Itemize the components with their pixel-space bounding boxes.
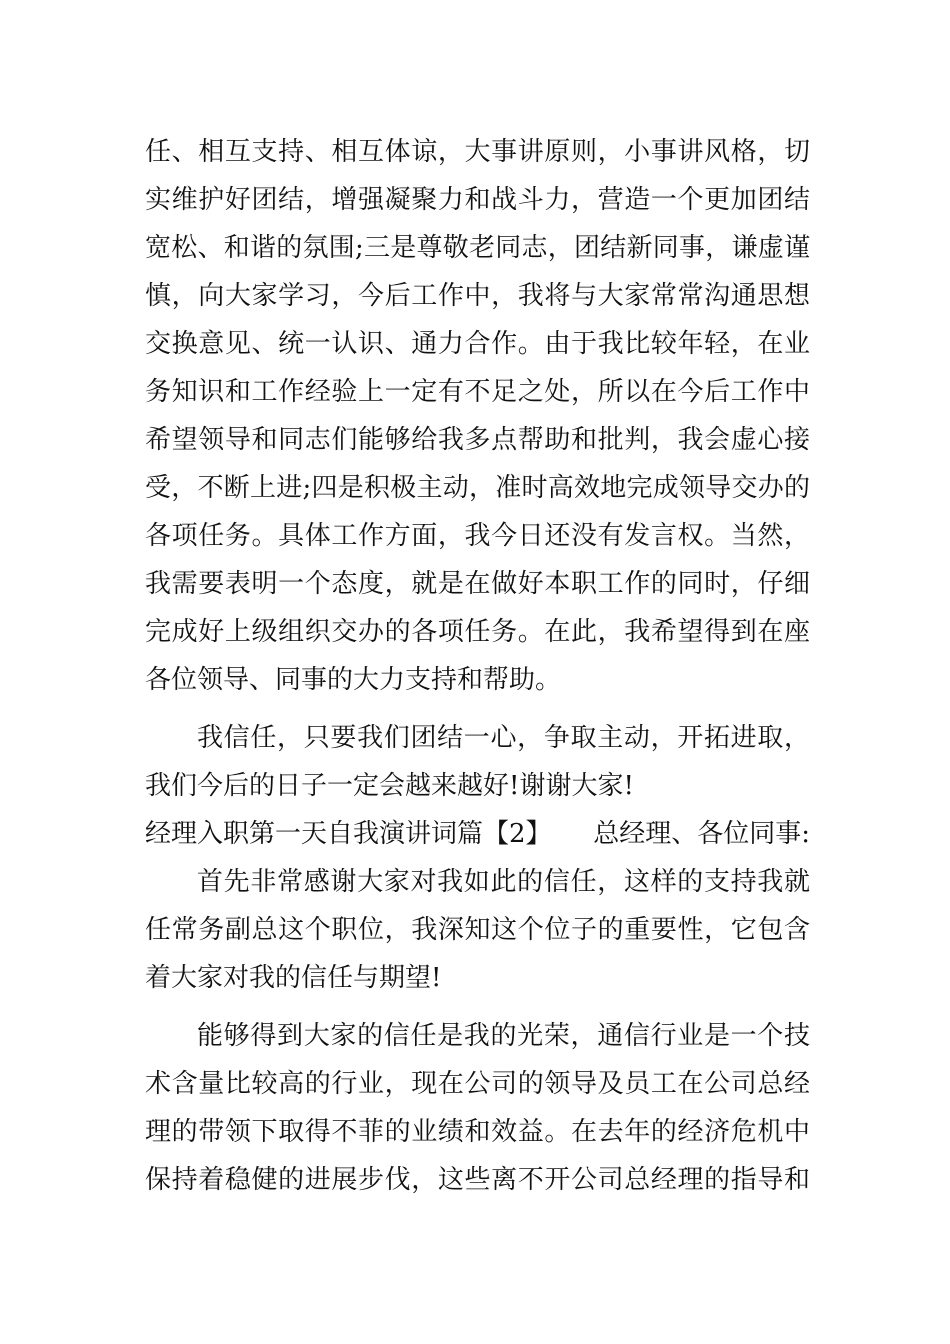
text-line: 实维护好团结，增强凝聚力和战斗力，营造一个更加团结 <box>145 185 810 215</box>
text-line: 务知识和工作经验上一定有不足之处，所以在今后工作中 <box>145 377 810 407</box>
text-line: 能够得到大家的信任是我的光荣，通信行业是一个技 <box>197 1021 810 1051</box>
paragraph-1 <box>145 128 810 704</box>
document-body <box>145 128 810 1204</box>
text-line: 各项任务。具体工作方面，我今日还没有发言权。当然， <box>145 521 810 551</box>
text-line: 我需要表明一个态度，就是在做好本职工作的同时，仔细 <box>145 569 810 599</box>
text-line: 各位领导、同事的大力支持和帮助。 <box>145 665 562 695</box>
section-heading-row <box>145 810 810 858</box>
text-line: 希望领导和同志们能够给我多点帮助和批判，我会虚心接 <box>145 425 810 455</box>
paragraph-2 <box>145 714 810 810</box>
text-line: 我信任，只要我们团结一心，争取主动，开拓进取， <box>197 723 810 753</box>
text-line: 理的带领下取得不菲的业绩和效益。在去年的经济危机中 <box>145 1117 810 1147</box>
section-title: 经理入职第一天自我演讲词篇【2】 <box>145 819 552 849</box>
text-line: 我们今后的日子一定会越来越好!谢谢大家! <box>145 771 634 801</box>
text-line: 保持着稳健的进展步伐，这些离不开公司总经理的指导和 <box>145 1165 810 1195</box>
paragraph-gap <box>145 1002 810 1012</box>
text-line: 着大家对我的信任与期望! <box>145 963 442 993</box>
text-line: 任常务副总这个职位，我深知这个位子的重要性，它包含 <box>145 915 810 945</box>
text-line: 术含量比较高的行业，现在公司的领导及员工在公司总经 <box>145 1069 810 1099</box>
text-line: 完成好上级组织交办的各项任务。在此，我希望得到在座 <box>145 617 810 647</box>
text-line: 交换意见、统一认识、通力合作。由于我比较年轻，在业 <box>145 329 810 359</box>
paragraph-gap <box>145 704 810 714</box>
text-line: 宽松、和谐的氛围;三是尊敬老同志，团结新同事，谦虚谨 <box>145 233 810 263</box>
text-line: 慎，向大家学习，今后工作中，我将与大家常常沟通思想 <box>145 281 810 311</box>
text-line: 首先非常感谢大家对我如此的信任，这样的支持我就 <box>197 867 810 897</box>
paragraph-4 <box>145 1012 810 1204</box>
text-line: 任、相互支持、相互体谅，大事讲原则，小事讲风格，切 <box>145 137 810 167</box>
salutation: 总经理、各位同事: <box>593 819 810 849</box>
paragraph-3 <box>145 858 810 1002</box>
text-line: 受，不断上进;四是积极主动，准时高效地完成领导交办的 <box>145 473 810 503</box>
